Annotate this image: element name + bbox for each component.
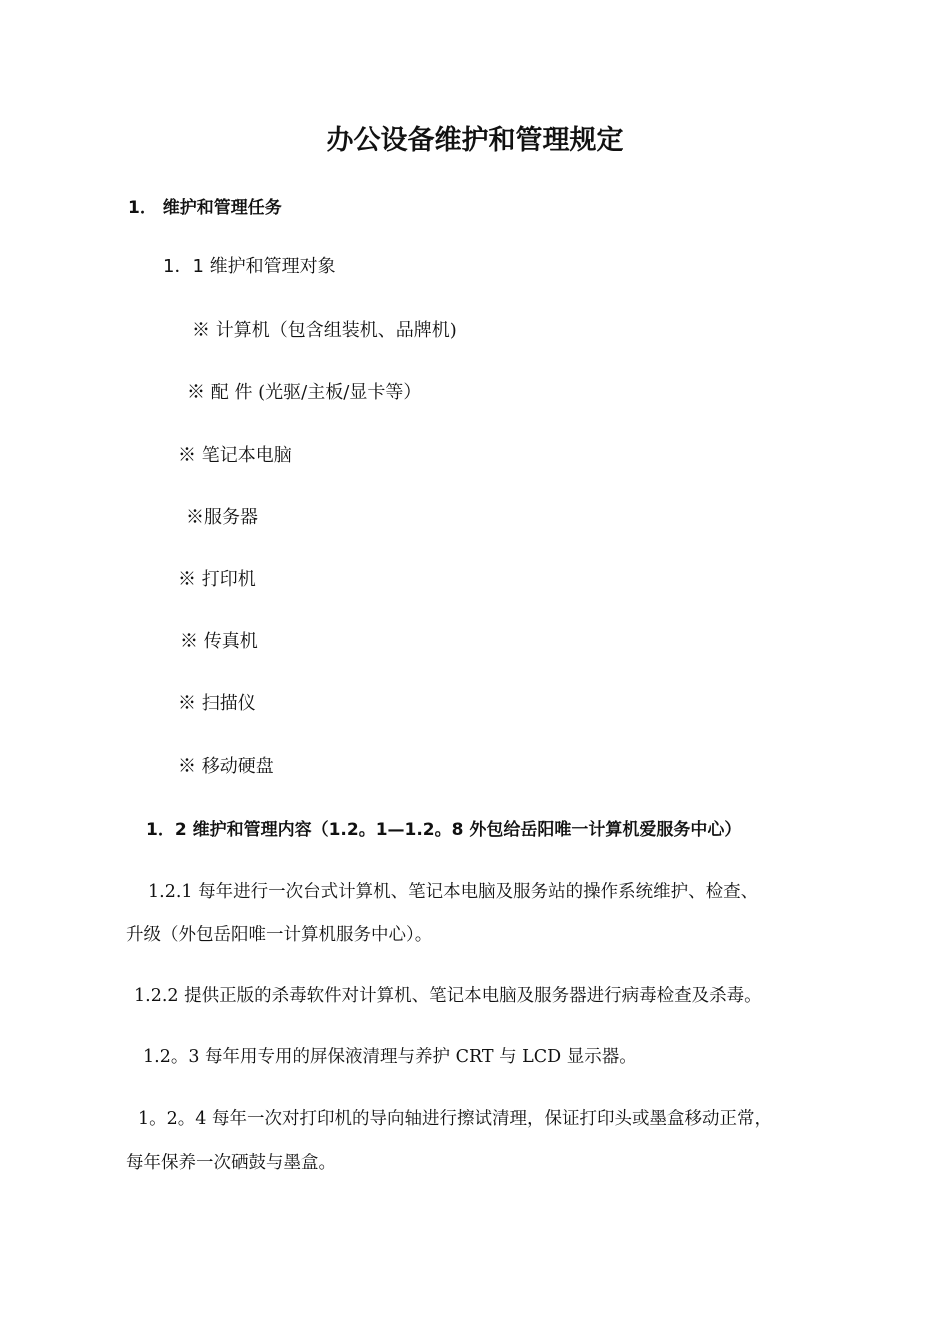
- paragraph-1-2-2: 1.2.2 提供正版的杀毒软件对计算机、笔记本电脑及服务器进行病毒检查及杀毒。: [134, 986, 762, 1006]
- paragraph-1-2-1-line-1: 1.2.1 每年进行一次台式计算机、笔记本电脑及服务站的操作系统维护、检查、: [148, 882, 759, 902]
- paragraph-1-2-3: 1.2。3 每年用专用的屏保液清理与养护 CRT 与 LCD 显示器。: [143, 1047, 637, 1067]
- paragraph-1-2-4-line-2: 每年保养一次硒鼓与墨盒。: [126, 1153, 336, 1173]
- list-item: ※ 移动硬盘: [178, 756, 274, 777]
- paragraph-1-2-1-line-2: 升级（外包岳阳唯一计算机服务中心）。: [126, 925, 433, 945]
- list-item: ※ 打印机: [178, 569, 256, 590]
- list-item: ※ 配 件 (光驱/主板/显卡等）: [187, 382, 422, 403]
- list-item: ※ 计算机（包含组装机、品牌机): [192, 320, 457, 341]
- section-1-1-heading: 1．1 维护和管理对象: [163, 256, 336, 277]
- list-item: ※服务器: [186, 507, 258, 528]
- list-item: ※ 传真机: [180, 631, 258, 652]
- list-item: ※ 扫描仪: [178, 693, 256, 714]
- paragraph-1-2-4-line-1: 1。2。4 每年一次对打印机的导向轴进行擦试清理，保证打印头或墨盒移动正常，: [138, 1109, 772, 1129]
- document-title: 办公设备维护和管理规定: [326, 125, 624, 156]
- list-item: ※ 笔记本电脑: [178, 445, 292, 466]
- section-1-2-heading: 1．2 维护和管理内容（1.2。1—1.2。8 外包给岳阳唯一计算机爱服务中心）: [146, 820, 742, 840]
- section-1-heading: 1． 维护和管理任务: [128, 198, 282, 218]
